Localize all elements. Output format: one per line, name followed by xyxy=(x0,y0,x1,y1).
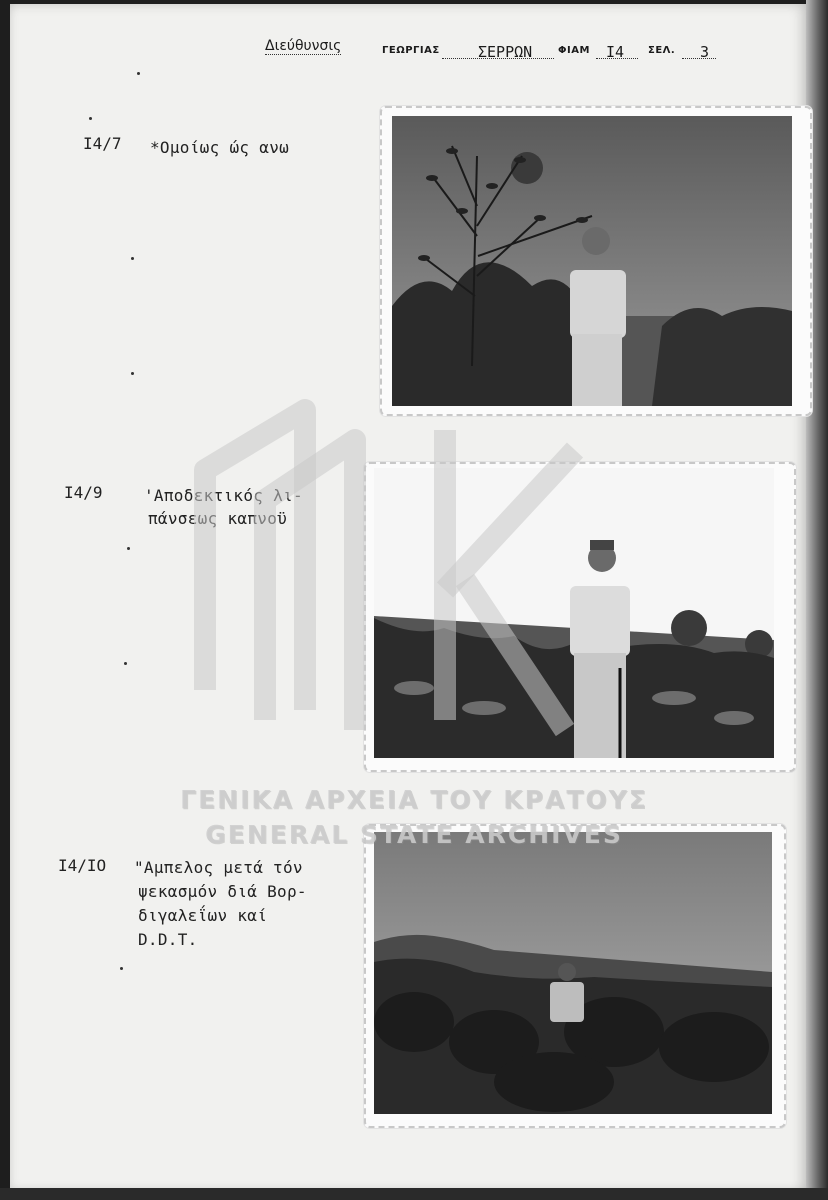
entry-caption-line: D.D.T. xyxy=(138,930,198,949)
watermark-english: GENERAL STATE ARCHIVES xyxy=(205,820,623,849)
page-label: ΣΕΛ. xyxy=(648,45,676,56)
entry-caption-line: ψεκασμόν διά Βορ- xyxy=(138,882,307,901)
entry-caption-line: 'Αποδεκτικός λι- xyxy=(144,486,303,505)
paper-speck xyxy=(89,117,92,120)
entry-caption-line: πάνσεως καπνοϋ xyxy=(148,509,288,528)
folder-number: Ι4 xyxy=(606,43,625,61)
paper-speck xyxy=(127,547,130,550)
paper-speck xyxy=(131,372,134,375)
paper-speck xyxy=(131,257,134,260)
watermark-greek: ΓΕΝΙΚΑ ΑΡΧΕΙΑ ΤΟΥ ΚΡΑΤΟΥΣ xyxy=(180,785,648,814)
paper-speck xyxy=(124,662,127,665)
page-number: 3 xyxy=(700,43,710,61)
entry-number: Ι4/9 xyxy=(64,483,103,502)
folder-label: ΦΙΑΜ xyxy=(558,45,590,56)
address-label: Διεύθυνσις xyxy=(265,38,342,54)
entry-caption-line: διγαλεΐων καί xyxy=(138,906,268,925)
paper-speck xyxy=(120,967,123,970)
page-underline xyxy=(682,58,716,59)
paper-speck xyxy=(137,72,140,75)
entry-caption-line: "Αμπελος μετά τόν xyxy=(134,858,303,877)
prefecture-label: ΓΕΩΡΓΙΑΣ xyxy=(382,45,440,56)
photo-vineyard xyxy=(364,824,786,1128)
page-bottom-edge xyxy=(0,1188,828,1200)
entry-number: Ι4/7 xyxy=(83,134,122,153)
archives-logo-watermark xyxy=(185,350,605,750)
region-value: ΣΕΡΡΩΝ xyxy=(478,43,533,61)
entry-number: Ι4/ΙΟ xyxy=(58,856,107,875)
entry-caption-line: *Ομοίως ώς ανω xyxy=(150,138,290,157)
